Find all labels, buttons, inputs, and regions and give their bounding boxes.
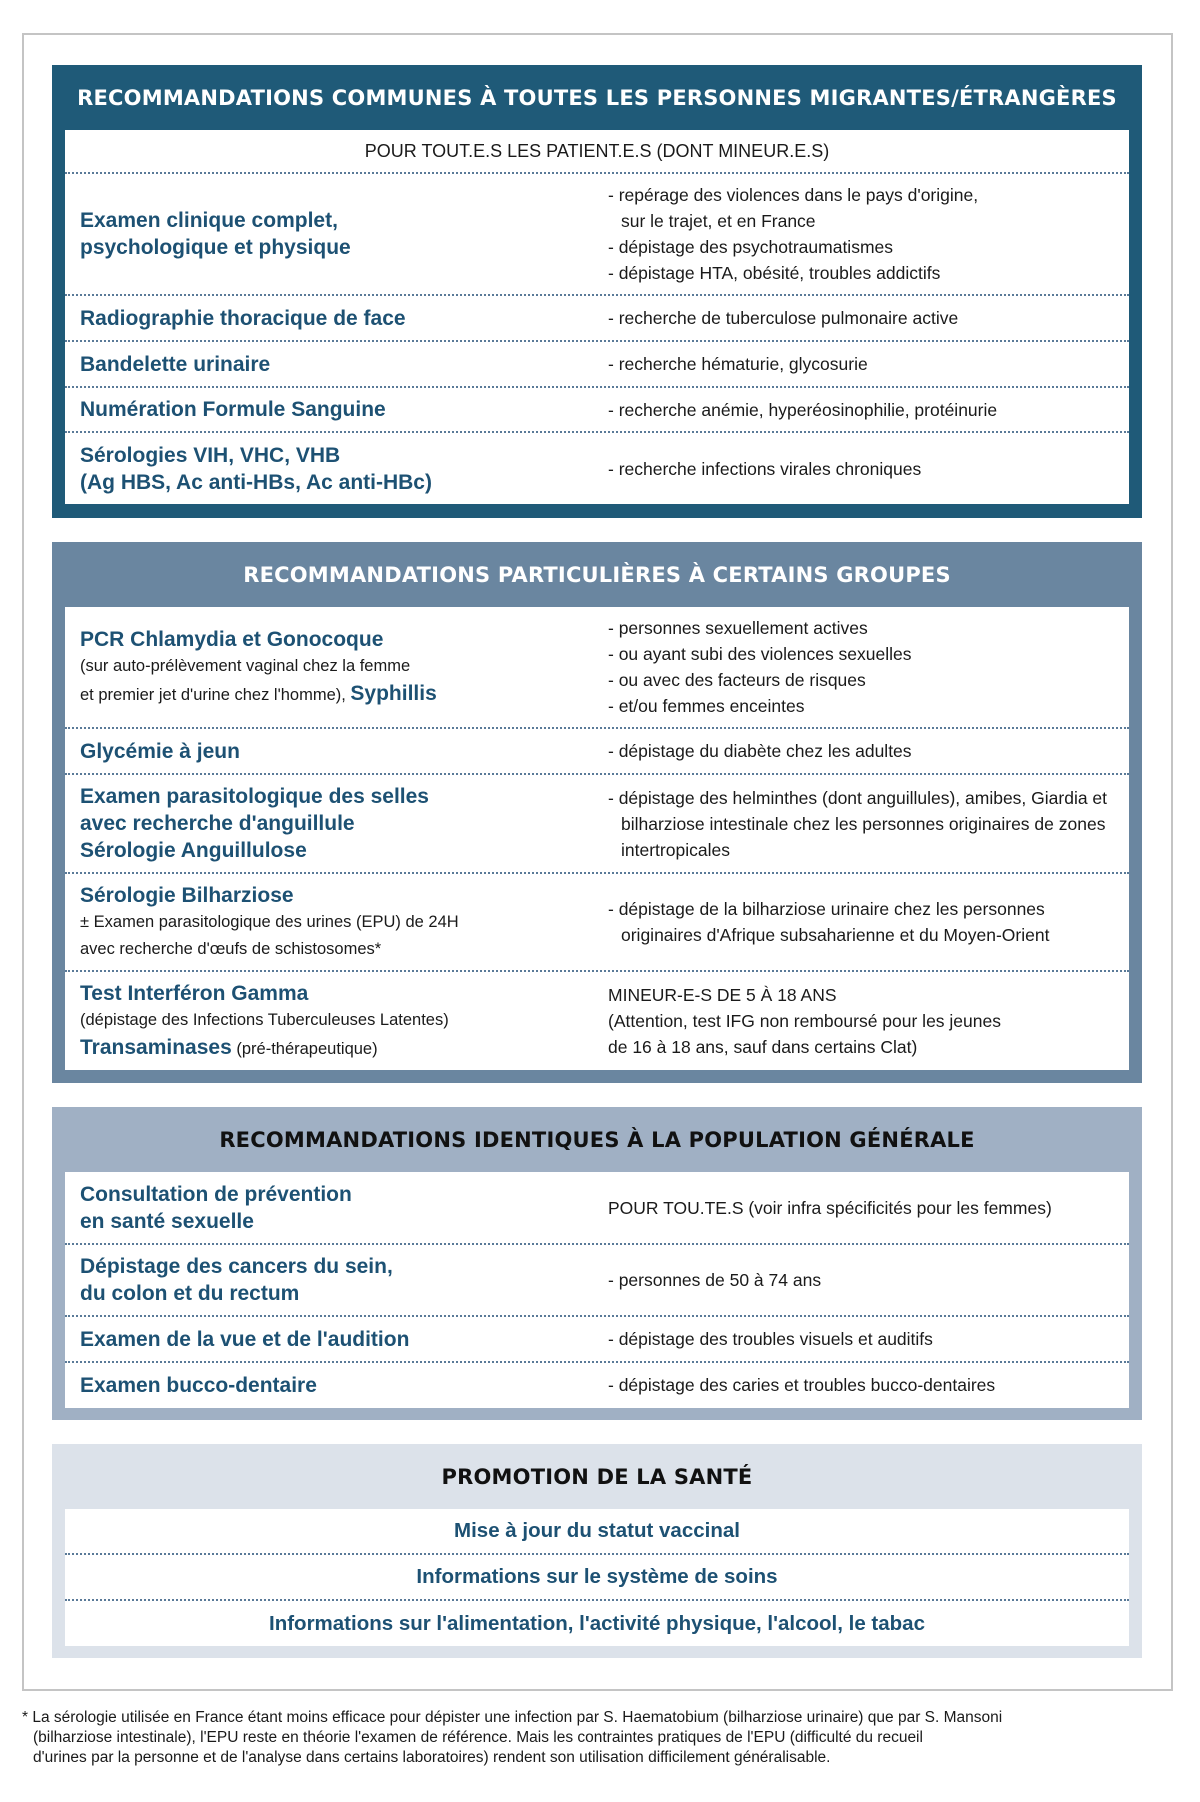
description-item: - recherche anémie, hyperéosinophilie, protéinurie [608,399,998,420]
description-item: - personnes sexuellement actives [608,618,868,638]
description-item: - recherche de tuberculose pulmonaire active [608,308,959,328]
description-item: - repérage des violences dans le pays d'origine, sur le trajet, et en France [608,185,979,231]
exam-title-inline: Transaminases [80,1035,232,1059]
description-item: - et/ou femmes enceintes [608,696,805,716]
exam-title: Examen parasitologique des selles [80,785,429,808]
description-item: - dépistage des helminthes (dont anguillules), amibes, Giardia et bilharziose intestinale chez les personnes originaires de zones intertropicales [608,787,1108,860]
table-row [65,607,1129,727]
exam-title: en santé sexuelle [80,1209,254,1233]
description-item: - dépistage des psychotraumatismes [608,237,893,257]
exam-title: Bandelette urinaire [80,352,271,376]
table-row [65,872,1129,970]
promotion-row [65,1553,1129,1599]
exam-note: (dépistage des Infections Tuberculeuses Latentes) [80,1010,449,1029]
section-header: RECOMMANDATIONS PARTICULIÈRES À CERTAINS GROUPES [243,562,951,587]
table-row [65,1361,1129,1407]
table-row [65,172,1129,294]
exam-title: (Ag HBS, Ac anti-HBs, Ac anti-HBc) [80,470,432,494]
exam-title: Glycémie à jeun [80,739,240,763]
exam-title: Radiographie thoracique de face [80,306,406,330]
table-row [65,727,1129,773]
promotion-item: Mise à jour du statut vaccinal [454,1519,740,1542]
table-row [65,970,1129,1070]
table-row [65,431,1129,504]
section-body [65,1509,1129,1646]
exam-title: Sérologie Anguillulose [80,839,307,862]
section-health-promotion [52,1444,1142,1658]
description-item: - recherche hématurie, glycosurie [608,354,868,374]
footnote [22,1708,1182,1768]
description-item: - recherche infections virales chroniques [608,458,922,479]
table-row [65,1315,1129,1361]
description-item: - ou avec des facteurs de risques [608,670,866,690]
exam-title-inline: Syphillis [350,681,437,705]
exam-note: (sur auto-prélèvement vaginal chez la femme [80,656,411,675]
description-item: - dépistage du diabète chez les adultes [608,741,912,761]
section-header: RECOMMANDATIONS IDENTIQUES À LA POPULATION GÉNÉRALE [219,1127,975,1152]
section-body [65,1172,1129,1408]
promotion-row [65,1509,1129,1553]
exam-title: Consultation de prévention [80,1182,352,1206]
section-header: PROMOTION DE LA SANTÉ [441,1464,753,1489]
footnote-line: * La sérologie utilisée en France étant moins efficace pour dépister une infection par S. Haematobium (bilharziose urinaire) que par S. Mansoni [22,1709,1003,1726]
exam-title: Examen clinique complet, [80,209,338,232]
exam-title: Examen bucco-dentaire [80,1373,317,1397]
table-row [65,340,1129,386]
reimbursement-note: (Attention, test IFG non remboursé pour les jeunes [608,1011,1001,1031]
section-body [65,607,1129,1070]
description-item: POUR TOU.TE.S (voir infra spécificités pour les femmes) [608,1197,1052,1218]
age-group-label: MINEUR-E-S DE 5 À 18 ANS [608,985,837,1005]
section-specific-groups [52,542,1142,1083]
description-item: - dépistage des caries et troubles bucco-dentaires [608,1375,996,1395]
exam-title: Test Interféron Gamma [80,981,309,1005]
description-item: - dépistage des troubles visuels et auditifs [608,1329,933,1349]
description-item: - personnes de 50 à 74 ans [608,1270,822,1290]
exam-title: psychologique et physique [80,236,351,259]
promotion-item: Informations sur le système de soins [416,1565,778,1588]
description-item: - dépistage de la bilharziose urinaire chez les personnes originaires d'Afrique subsaharienne et du Moyen-Orient [608,899,1050,945]
description-item: - ou ayant subi des violences sexuelles [608,644,912,664]
section-body [65,130,1129,504]
exam-title: Examen de la vue et de l'audition [80,1327,410,1351]
promotion-row [65,1599,1129,1646]
table-row [65,773,1129,872]
exam-title: Sérologie Bilharziose [80,883,294,907]
section-general-population [52,1107,1142,1420]
exam-note-text: et premier jet d'urine chez l'homme), [80,685,346,704]
exam-note: ± Examen parasitologique des urines (EPU) de 24H [80,912,459,931]
section-common-recommendations [52,65,1142,518]
table-row [65,294,1129,340]
footnote-line: (bilharziose intestinale), l'EPU reste en théorie l'examen de référence. Mais les contraintes pratiques de l'EPU (difficulté du recueil [33,1729,923,1746]
exam-title: Sérologies VIH, VHC, VHB [80,443,341,467]
promotion-item: Informations sur l'alimentation, l'activité physique, l'alcool, le tabac [269,1611,925,1635]
exam-title: du colon et du rectum [80,1282,300,1305]
exam-title: Dépistage des cancers du sein, [80,1255,393,1278]
section-header: RECOMMANDATIONS COMMUNES À TOUTES LES PERSONNES MIGRANTES/ÉTRANGÈRES [77,85,1117,110]
table-row [65,1243,1129,1315]
exam-title: Numération Formule Sanguine [80,398,386,421]
exam-note [80,680,605,709]
exam-note-text: (pré-thérapeutique) [236,1039,378,1058]
patients-subheader: POUR TOUT.E.S LES PATIENT.E.S (DONT MINEUR.E.S) [364,140,830,161]
footnote-line: d'urines par la personne et de l'analyse dans certains laboratoires) rendent son utilisation difficilement généralisable. [33,1749,831,1766]
subheader-row [65,130,1129,172]
exam-note [80,1034,605,1063]
table-row [65,386,1129,431]
reimbursement-note: de 16 à 18 ans, sauf dans certains Clat) [608,1037,918,1057]
exam-note: avec recherche d'œufs de schistosomes* [80,939,382,958]
exam-title: avec recherche d'anguillule [80,812,355,835]
description-item: - dépistage HTA, obésité, troubles addictifs [608,263,941,283]
table-row [65,1172,1129,1243]
exam-title: PCR Chlamydia et Gonocoque [80,627,384,651]
